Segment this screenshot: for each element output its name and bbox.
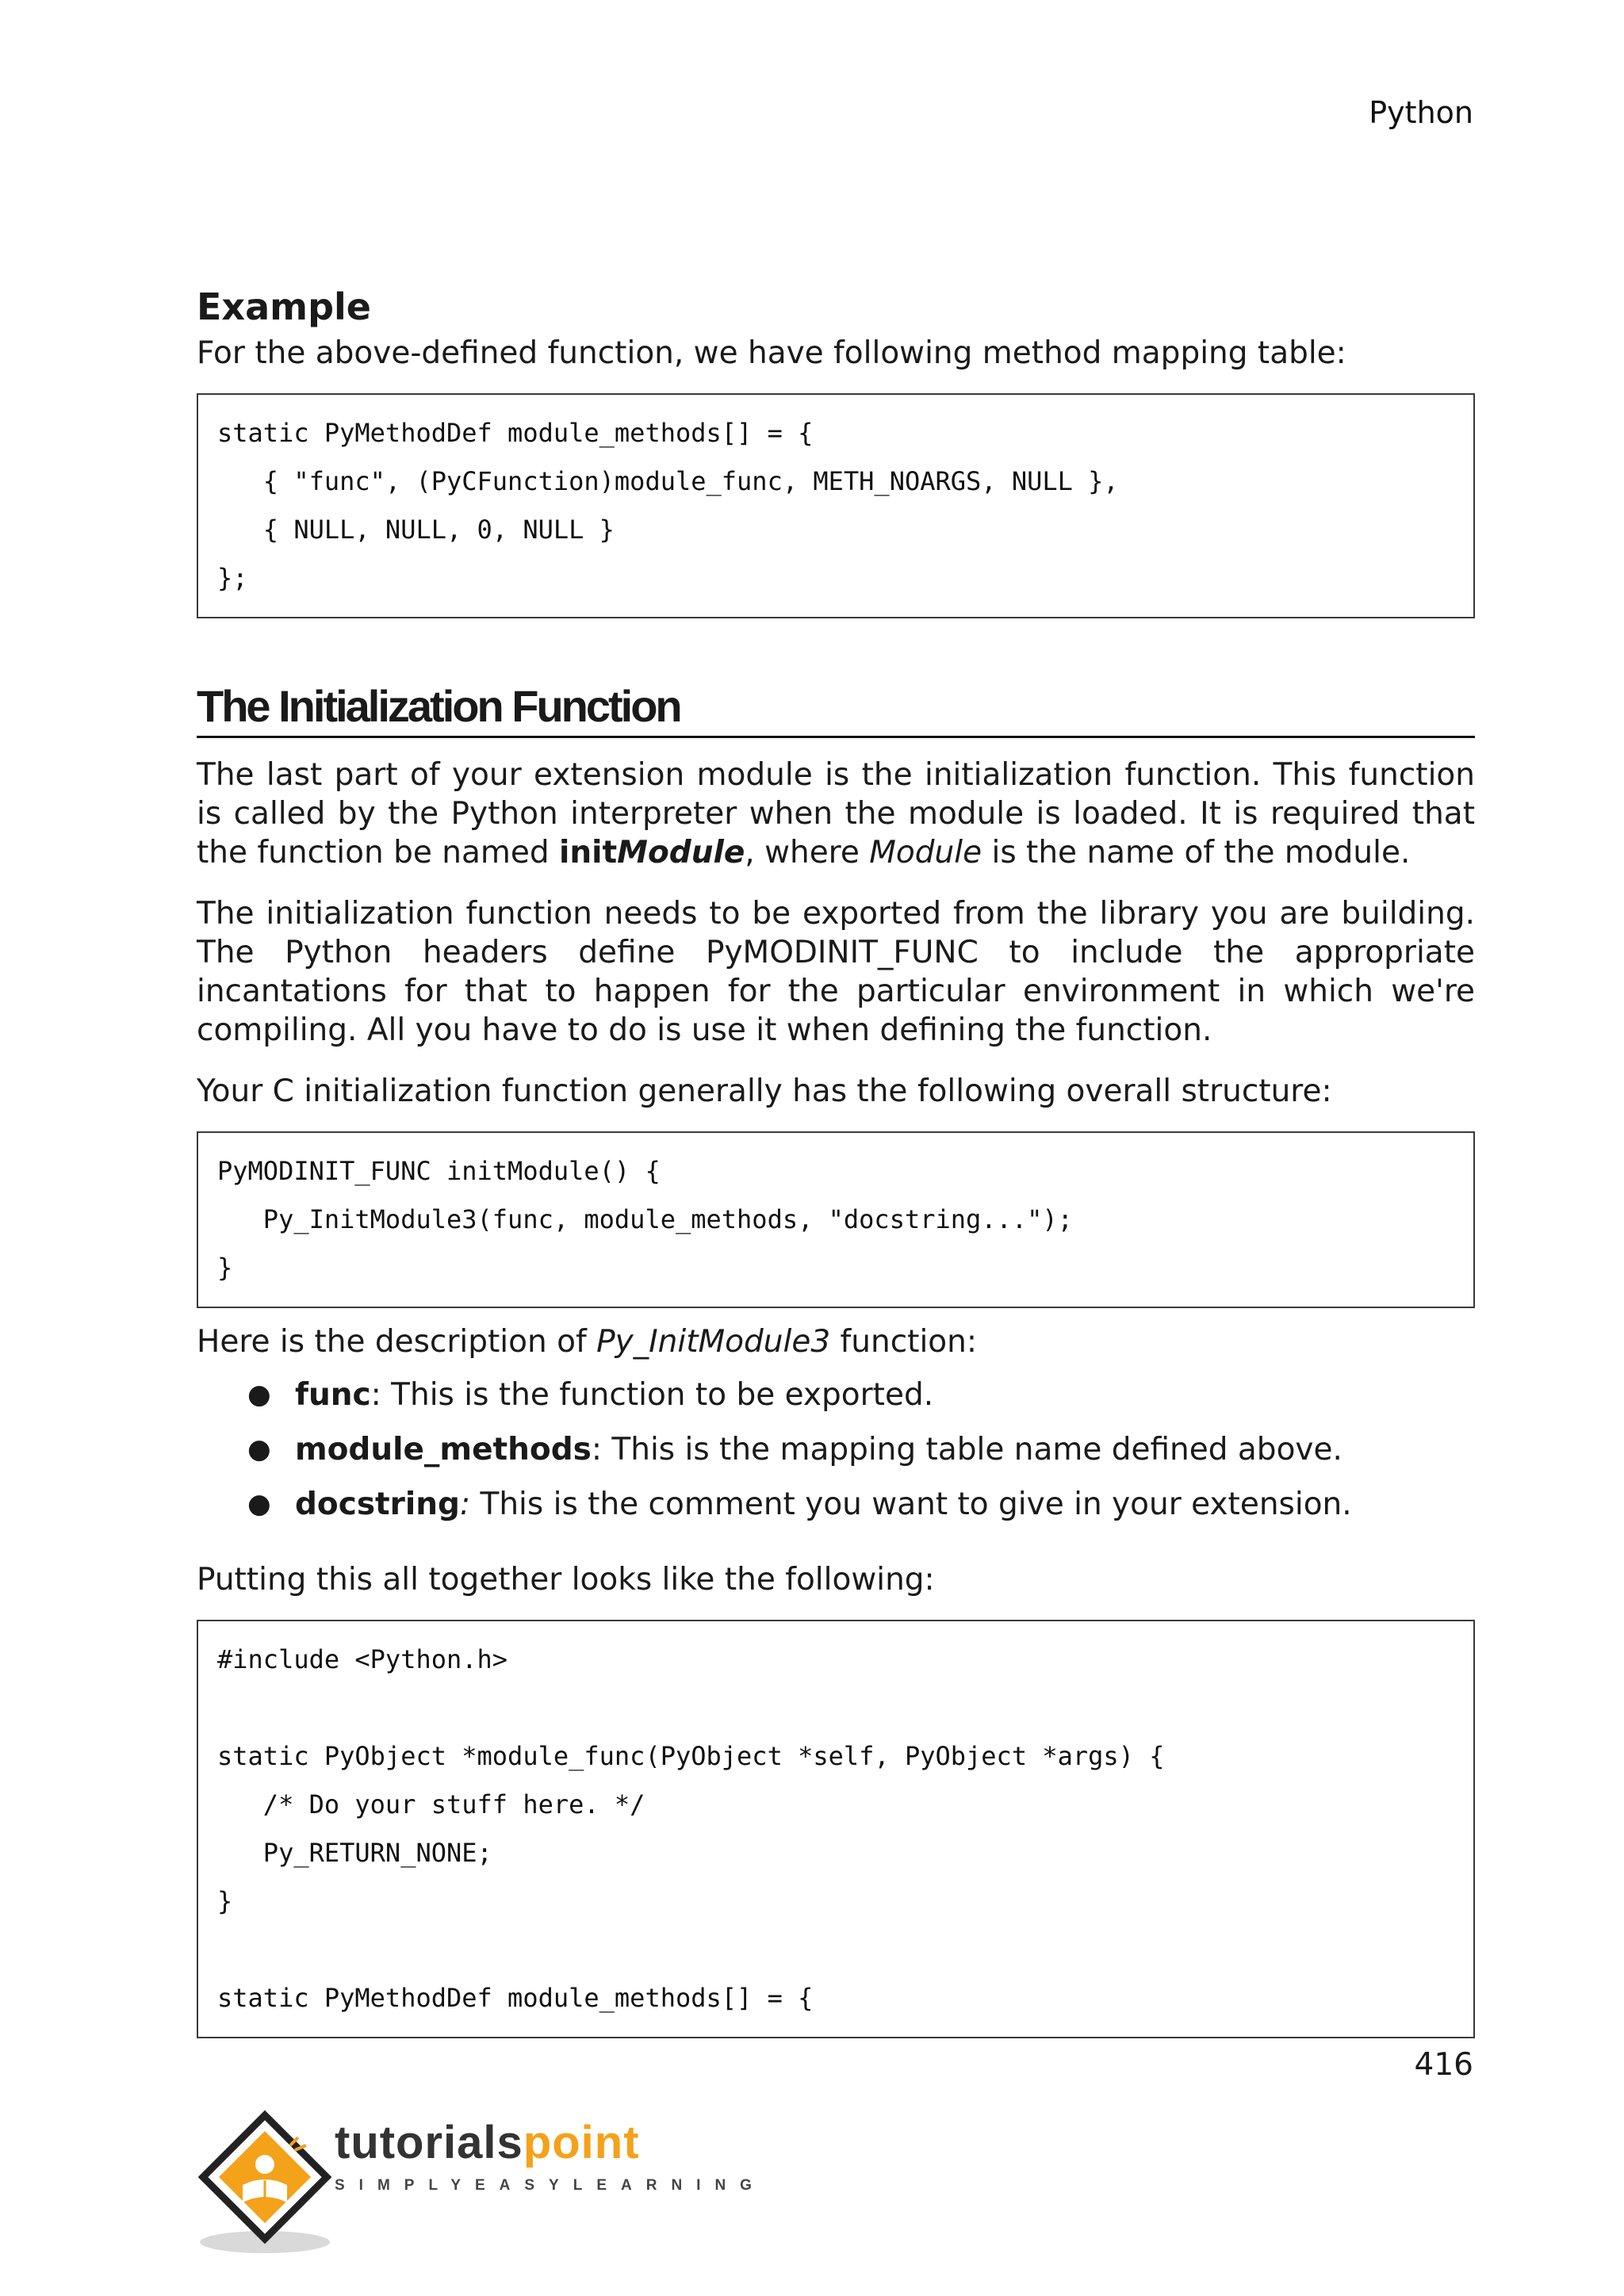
code-line: PyMODINIT_FUNC initModule() { [217, 1155, 661, 1186]
text-run: The last part of your extension module is the initialization function. This function is called by the Python interpreter when the module is loaded. It is required that the function be named [197, 756, 1475, 871]
bullet-separator: : [370, 1376, 392, 1413]
code-line: /* Do your stuff here. */ [217, 1789, 645, 1820]
paragraph-init-intro [197, 756, 1475, 872]
paragraph-structure: Your C initialization function generally has the following overall structure: [197, 1073, 1332, 1109]
bullet-separator: : [591, 1431, 612, 1468]
code-line: { NULL, NULL, 0, NULL } [217, 515, 615, 545]
bullet-icon: ● [247, 1487, 271, 1520]
bullet-term: func [295, 1376, 371, 1413]
code-line: } [217, 1252, 233, 1283]
bullet-text: This is the comment you want to give in your extension. [480, 1486, 1352, 1522]
bullet-term: module_methods [295, 1431, 592, 1468]
bold-init: init [559, 834, 618, 871]
bullet-list [197, 1376, 1475, 1540]
paragraph-export: The initialization function needs to be exported from the library you are building. The Python headers define PyMODINIT_FUNC to include the appropriate incantations for that to happen for the particular environment in which we're compiling. All you have to do is use it when defining the function. [197, 895, 1475, 1048]
text-run: , where [745, 834, 870, 871]
logo-wordmark [335, 2117, 766, 2168]
logo-wordmark-part: point [523, 2117, 640, 2168]
bullet-term: docstring [295, 1486, 460, 1522]
logo-text [335, 2117, 766, 2195]
code-line: static PyMethodDef module_methods[] = { [217, 418, 814, 449]
page-content [197, 285, 1475, 2038]
code-line: static PyMethodDef module_methods[] = { [217, 1982, 814, 2013]
bullet-text: This is the function to be exported. [391, 1376, 934, 1413]
example-heading: Example [197, 285, 371, 328]
code-line: static PyObject *module_func(PyObject *self, PyObject *args) { [217, 1740, 1165, 1771]
code-line: #include <Python.h> [217, 1644, 508, 1674]
page-number: 416 [1414, 2047, 1473, 2083]
logo-tagline: SIMPLYEASYLEARNING [335, 2177, 766, 2194]
list-item [197, 1485, 1475, 1540]
bullet-icon: ● [247, 1433, 271, 1465]
paragraph-together: Putting this all together looks like the following: [197, 1561, 935, 1598]
italic-module: Module [869, 834, 982, 871]
code-line: } [217, 1885, 233, 1916]
text-run: Here is the description of [197, 1323, 597, 1360]
code-line: { "func", (PyCFunction)module_func, METH_NOARGS, NULL }, [217, 466, 1119, 497]
paragraph-description [197, 1322, 1475, 1361]
example-intro: For the above-defined function, we have following method mapping table: [197, 335, 1346, 372]
code-line: Py_RETURN_NONE; [217, 1837, 492, 1868]
list-item [197, 1376, 1475, 1430]
code-line: }; [217, 563, 248, 594]
logo-wordmark-part: tutorials [335, 2117, 523, 2168]
text-run: function: [830, 1323, 978, 1360]
bullet-text: This is the mapping table name defined above. [611, 1431, 1342, 1468]
list-item [197, 1430, 1475, 1485]
code-block-full-example [197, 1620, 1475, 2038]
tutorialspoint-logo [193, 2109, 766, 2260]
bold-italic-module: Module [617, 834, 745, 871]
bullet-separator: : [459, 1486, 481, 1522]
section-heading-initialization: The Initialization Function [197, 682, 1475, 738]
code-line [217, 1926, 1454, 1974]
code-line: Py_InitModule3(func, module_methods, "docstring..."); [217, 1203, 1073, 1234]
code-block-init-structure [197, 1131, 1475, 1308]
logo-diamond-icon [193, 2109, 336, 2260]
italic-function-name: Py_InitModule3 [596, 1323, 831, 1360]
text-run: is the name of the module. [982, 834, 1411, 871]
code-line [217, 1684, 1454, 1732]
bullet-icon: ● [247, 1378, 271, 1410]
running-header-title: Python [1369, 95, 1473, 130]
code-block-mapping-table [197, 393, 1475, 618]
